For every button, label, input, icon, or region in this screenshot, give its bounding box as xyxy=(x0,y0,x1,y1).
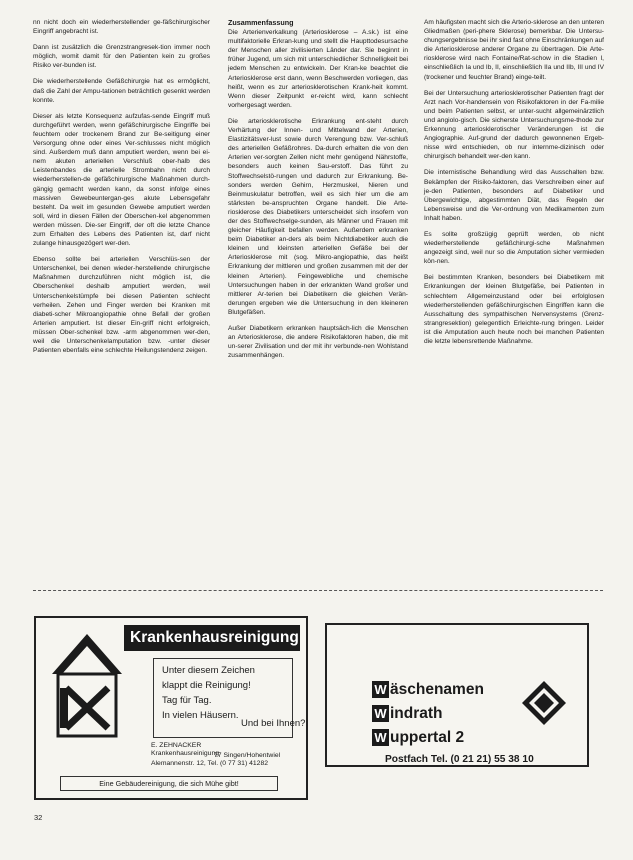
brand-text: indrath xyxy=(390,705,443,722)
paragraph: Ebenso sollte bei arteriellen Verschlüs-sen der Unterschenkel, bei denen wieder-herstellende chirurgische Maßnahmen durchzuführen nicht möglich ist, die Oberschenkel deshalb amputiert werden, weil Unterschenkelstümpfe bei diesen Patienten schlecht verheilen. Zehen und Finger werden bei Kranken mit diabeti-scher Mikroangiopathie ohne Befall der großen Arterien amputiert. Ist dieser Ein-griff nicht erfolgreich, müssen Ober-schenkel bzw. -arm abgenommen wer-den, weil die Unterschenkelamputation bzw. -unter dieser Patienten ebenfalls eine schlechte Heilungstendenz zeigen. xyxy=(33,256,210,355)
brand-text: äschenamen xyxy=(390,681,484,698)
paragraph: Es sollte großzügig geprüft werden, ob nicht wiederherstellende gefäßchirurgi-sche Maßnahmen angezeigt sind, weil nur so die Amputation sicher vermieden kön-nen. xyxy=(424,230,604,266)
company-description: Krankenhausreinigung xyxy=(151,750,220,758)
company-name: E. ZEHNACKER xyxy=(151,742,202,749)
brand-initial: W xyxy=(372,705,389,722)
slogan-line: In vielen Häusern. xyxy=(162,710,239,721)
company-block xyxy=(151,742,219,758)
brand-line-1 xyxy=(372,681,484,699)
paragraph: Die wiederherstellende Gefäßchirurgie hat es ermöglicht, daß die Zahl der Ampu-tationen beträchtlich gesenkt werden konnte. xyxy=(33,78,210,104)
paragraph: Bei der Untersuchung arteriosklerotischer Patienten fragt der Arzt nach Vor-handensein von Risikofaktoren in der Fa-milie und beim Patienten selbst, er unter-sucht allgemeinärztlich und angiolo-gisch. Die sicherste Untersuchungsme-thode zur Erkennung arteriosklerotischer Veränderungen ist die Angiographie. Auf-grund der dadurch gewonnenen Ergeb-nisse wird entschieden, ob nur internme-dizinisch oder chirurgisch behandelt wer-den kann. xyxy=(424,89,604,161)
company-phone: Alemannenstr. 12, Tel. (0 77 31) 41282 xyxy=(151,760,269,767)
brand-initial: W xyxy=(372,681,389,698)
page-number: 32 xyxy=(34,813,43,822)
company-address: 77 Singen/Hohentwiel xyxy=(214,752,281,759)
paragraph: Dann ist zusätzlich die Grenzstrangresek-tion immer noch möglich, womit damit für den Patienten kein zu großes Risiko ver-bunden ist. xyxy=(33,44,210,70)
slogan-line: Unter diesem Zeichen xyxy=(162,665,255,676)
paragraph: Bei bestimmten Kranken, besonders bei Diabetikern mit Erkrankungen der kleinen Blutgefäße, bei Patienten in schlechtem Allgemeinzustand oder bei erfolglosen wiederherstellenden gefäßchirurgischen Eingriffen kann die Ausschaltung des sympathischen Nervensystems (Grenz-strangresektion) gelegentlich Erleichte-rung bringen. Leider ist die Amputation auch heute noch bei manchen Patienten die letzte lebensrettende Maßnahme. xyxy=(424,274,604,345)
advertisement-cleaning xyxy=(34,616,308,800)
slogan-line: Tag für Tag. xyxy=(162,695,212,706)
paragraph: Am häufigsten macht sich die Arterio-sklerose an den unteren Gliedmaßen (peri-phere Sklerose) bemerkbar. Die Untersu-chungsergebnisse bei ihr sind fast ohne Einschränkungen auf die Arteriosklerose anderer Organe zu übertragen. Die Arte-riosklerose wird nach Fontaine/Rat-schow in die Stadien I, einschließlich Ia und Ib, II, einschließlich IIa und IIb, III und IV (trockener und feuchter Brand) einge-teilt. xyxy=(424,19,604,81)
postfach-phone: Postfach Tel. (0 21 21) 55 38 10 xyxy=(385,754,534,765)
text-column-middle xyxy=(228,18,408,367)
brand-text: uppertal 2 xyxy=(390,729,465,746)
ad-question: Und bei Ihnen? xyxy=(241,718,306,729)
paragraph: Dieser als letzte Konsequenz aufzufas-sende Eingriff muß durchgeführt werden, wenn gefäßchirurgische Eingriffe bei feuchtem oder trockenem Brand zur Be-seitigung einer Versorgung ohne oder eines Ver-schlusses nicht möglich sind. Außerdem muß dann amputiert werden, wenn bei ei-nem akuten arteriellen Verschluß ober-halb des Leistenbandes die arterielle Strombahn nicht durch wiederherstellen-de gefäßchirurgische Maßnahmen durch-gängig gemacht werden kann, da sonst infolge eines massiven Gewebeuntergan-ges akute Lebensgefahr besteht. Da weit im gesunden Gewebe amputiert werden soll, wird in diesen Fällen der Oberschen-kel abgenommen werden müssen. Die-ser Eingriff, der oft die letzte Chance zum Erhalten des Lebens des Patienten ist, darf nicht zulange hinausgezögert wer-den. xyxy=(33,112,210,248)
brand-line-3 xyxy=(372,729,464,747)
ad-title: Krankenhausreinigung xyxy=(124,625,300,651)
paragraph: Die Arterienverkalkung (Arteriosklerose – A.sk.) ist eine multifaktorielle Erkran-kung und stellt die Haupttodesursache der Menschen aller zivilisierten Länder dar. Sie beginnt in früher Jugend, um sich mit unterschiedlicher Schnelligkeit bei jedem Menschen zu entwickeln. Der Kran-ke beachtet die Arteriosklerose erst dann, wenn Beschwerden vorliegen, das heißt, wenn es zur arteriosklerotischen Krank-heit kommt. Wenn dieser Zeitpunkt er-reicht wird, kann schlecht vorhergesagt werden. xyxy=(228,29,408,109)
section-heading: Zusammenfassung xyxy=(228,18,294,27)
advertisement-name-tags xyxy=(325,623,589,767)
slogan-line: klappt die Reinigung! xyxy=(162,680,251,691)
house-logo-icon xyxy=(48,630,126,740)
brand-line-2 xyxy=(372,705,443,723)
paragraph: Außer Diabetikern erkranken hauptsäch-lich die Menschen an Arteriosklerose, die andere Risikofaktoren haben, die mit un-serer Zivilisation und der mit ihr verbunde-nen Wohlstand zusammenhängen. xyxy=(228,325,408,360)
brand-initial: W xyxy=(372,729,389,746)
seal-icon xyxy=(520,679,568,727)
paragraph: nn nicht doch ein wiederherstellender ge-fäßchirurgischer Eingriff angebracht ist. xyxy=(33,19,210,36)
paragraph: Die arteriosklerotische Erkrankung ent-steht durch Verhärtung der Innen- und Mittelwand der Arterien, Elastizitätsver-lust sowie durch Verengung bzw. Ver-schluß des arteriellen Gefäßrohres. Da-durch erhalten die von den Arterien ver-sorgten Zellen nicht mehr genügend Nährstoffe, besonders auch keinen Sau-erstoff. Das führt zu Stoffwechselstö-rungen und dadurch zur Erkrankung. Be-sonders werden Gehirn, Herzmuskel, Nieren und Beinmuskulatur betroffen, weil es sich hier um die am stärksten be-anspruchten Organe handelt. Die Arte-riosklerose des Diabetikers unterscheidet sich insofern von der des Stoffwechselge-sunden, als Männer und Frauen mit gleicher Häufigkeit befallen werden. Außerdem erkranken beim Diabetiker an-ders als beim Nichtdiabetiker auch die kleinen und kleinsten arteriellen Gefäße bei der Arteriosklerose mit (sog. Mikro-angiopathie, das heißt Erkrankung der mittleren und großen zusammen mit der der kleinen Arterien). Feingewebliche und chemische Untersuchungen haben in der erkrankten Wand großer und mittlerer Ar-terien bei Diabetikern die gleichen Verän-derungen ergeben wie die Untersuchung in den kleineren Blutgefäßen. xyxy=(228,117,408,316)
dashed-divider xyxy=(33,590,603,591)
paragraph: Die internistische Behandlung wird das Ausschalten bzw. Bekämpfen der Risiko-faktoren, das Verschreiben einer auf je-den Patienten, besonders auf Diabetiker und Übergewichtige, abgestimmten Diät, das Regeln der Lebensweise und die Ver-ordnung von Medikamenten zum Inhalt haben. xyxy=(424,169,604,222)
text-column-left xyxy=(33,18,210,362)
ad-footer: Eine Gebäudereinigung, die sich Mühe gibt! xyxy=(60,776,278,791)
text-column-right xyxy=(424,18,604,353)
